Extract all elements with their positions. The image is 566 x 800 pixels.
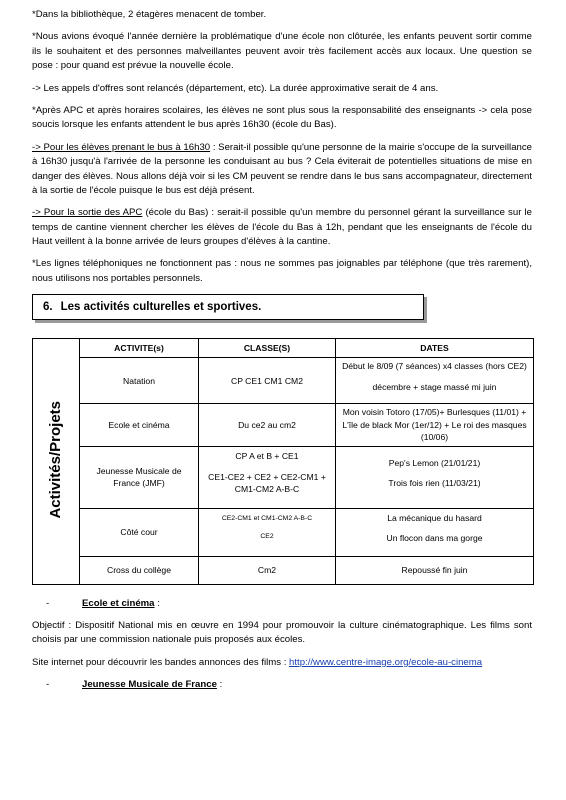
cell-classe: CP CE1 CM1 CM2 [199, 358, 336, 404]
cell-dates [336, 508, 534, 556]
table-row [33, 508, 534, 556]
bullet-dash: - [46, 679, 50, 691]
paragraph-objectif: Objectif : Dispositif National mis en œuvre en 1994 pour promouvoir la culture cinématographique. Les films sont choisis par une commission nationale puis proposés aux écoles. [32, 620, 532, 646]
classe-line: CE2-CM1 et CM1-CM2 A-B-C [221, 515, 313, 523]
table-row [33, 358, 534, 404]
bus-heading: -> Pour les élèves prenant le bus à 16h30 [32, 141, 211, 153]
apc-text: (école du Bas) : serait-il possible qu'un membre du personnel gérant la surveillance sur le temps de cantine viennent chercher les élèves de l'école du Bas à 12h, pendant que les enseignants de l'école du Haut veillent à la bonne arrivée de leurs groupes d'élèves à la cantine. [32, 207, 532, 248]
cell-classe [199, 446, 336, 508]
cell-classe: Cm2 [199, 556, 336, 584]
paragraph-appels-offres: -> Les appels d'offres sont relancés (département, etc). La durée approximative serait de 4 ans. [32, 82, 439, 94]
cell-activite: Cross du collège [80, 556, 199, 584]
classe-line: CE1-CE2 + CE2 + CE2-CM1 + CM1-CM2 A-B-C [208, 471, 326, 495]
side-label: Activités/Projets [47, 400, 65, 519]
paragraph-telephone: *Les lignes téléphoniques ne fonctionnent pas : nous ne sommes pas joignables par téléphone (que très rarement), nous utilisons nos portables personnels. [32, 258, 532, 284]
cell-activite: Natation [80, 358, 199, 404]
cell-dates [336, 358, 534, 404]
paragraph-ecole-non-cloturee: *Nous avions évoqué l'année dernière la problématique d'une école non clôturée, les enfants peuvent sortir comme ils le souhaitent et des personnes malveillantes peuvent avoir très facilement accès aux locaux. Une question se pose : pour quand est prévue la nouvelle école. [32, 31, 532, 72]
header-activite: ACTIVITE(s) [80, 339, 199, 358]
classe-line: CE2 [260, 533, 274, 541]
site-link[interactable]: http://www.centre-image.org/ecole-au-cinema [289, 656, 483, 668]
paragraph-bibliotheque: *Dans la bibliothèque, 2 étagères menacent de tomber. [32, 9, 267, 20]
table-header-row [33, 339, 534, 358]
section-number: 6. [43, 300, 53, 313]
heading-suffix: : [154, 597, 160, 609]
header-dates: DATES [336, 339, 534, 358]
section-heading-box [32, 294, 424, 320]
bullet-jmf [32, 678, 532, 692]
document-page [32, 8, 532, 701]
activities-table [32, 338, 534, 584]
dates-line: décembre + stage massé mi juin [372, 381, 497, 392]
bus-text: : Serait-il possible qu'une personne de la mairie s'occupe de la surveillance à 16h30 jusqu'à l'arrivée de la personne les conduisant au bus ? Cela éviterait de potentielles situations de mise en danger des élèves. Nous allons déjà voir si les CM peuvent se rendre dans le bus sans accompagnateur, directement à la sortie de l'école puisque le bus est déjà présent. [32, 141, 532, 196]
paragraph-sortie-apc [32, 206, 532, 249]
dates-line: La mécanique du hasard [387, 512, 482, 523]
bullet-dash: - [46, 597, 50, 609]
paragraph-apc-horaires: *Après APC et après horaires scolaires, les élèves ne sont plus sous la responsabilité des enseignants -> cela pose soucis lorsque les enfants attendent le bus après 16h30 (école du Bas). [32, 104, 532, 131]
cell-dates: Repoussé fin juin [336, 556, 534, 584]
cell-classe [199, 508, 336, 556]
paragraph-bus-16h30 [32, 141, 532, 199]
ecole-cinema-heading: Ecole et cinéma [82, 597, 155, 609]
bullet-heading-wrap [82, 678, 222, 692]
table-row [33, 446, 534, 508]
cell-activite: Jeunesse Musicale de France (JMF) [80, 446, 199, 508]
apc-heading: -> Pour la sortie des APC [32, 207, 143, 219]
side-label-cell [33, 339, 80, 584]
bullet-ecole-cinema [32, 597, 532, 611]
paragraph-site [32, 656, 532, 670]
table-row [33, 556, 534, 584]
dates-line: Début le 8/09 (7 séances) x4 classes (hors CE2) [342, 361, 527, 372]
site-label: Site internet pour découvrir les bandes annonces des films : [32, 656, 290, 668]
activities-table-wrapper [32, 338, 532, 584]
cell-dates [336, 446, 534, 508]
classe-line: CP A et B + CE1 [235, 451, 299, 462]
cell-activite: Ecole et cinéma [80, 404, 199, 446]
jmf-heading: Jeunesse Musicale de France [82, 679, 217, 691]
dates-line: Un flocon dans ma gorge [386, 533, 483, 544]
table-row [33, 404, 534, 446]
heading-suffix: : [216, 679, 223, 691]
dates-line: Trois fois rien (11/03/21) [388, 478, 481, 489]
header-classe: CLASSE(S) [199, 339, 336, 358]
section-title: Les activités culturelles et sportives. [60, 300, 262, 313]
cell-activite: Côté cour [80, 508, 199, 556]
cell-dates: Mon voisin Totoro (17/05)+ Burlesques (11/01) + L'île de black Mor (1er/12) + Le roi des masques (10/06) [336, 404, 534, 446]
dates-line: Pep's Lemon (21/01/21) [388, 457, 481, 468]
bullet-heading-wrap [82, 597, 160, 611]
cell-classe: Du ce2 au cm2 [199, 404, 336, 446]
